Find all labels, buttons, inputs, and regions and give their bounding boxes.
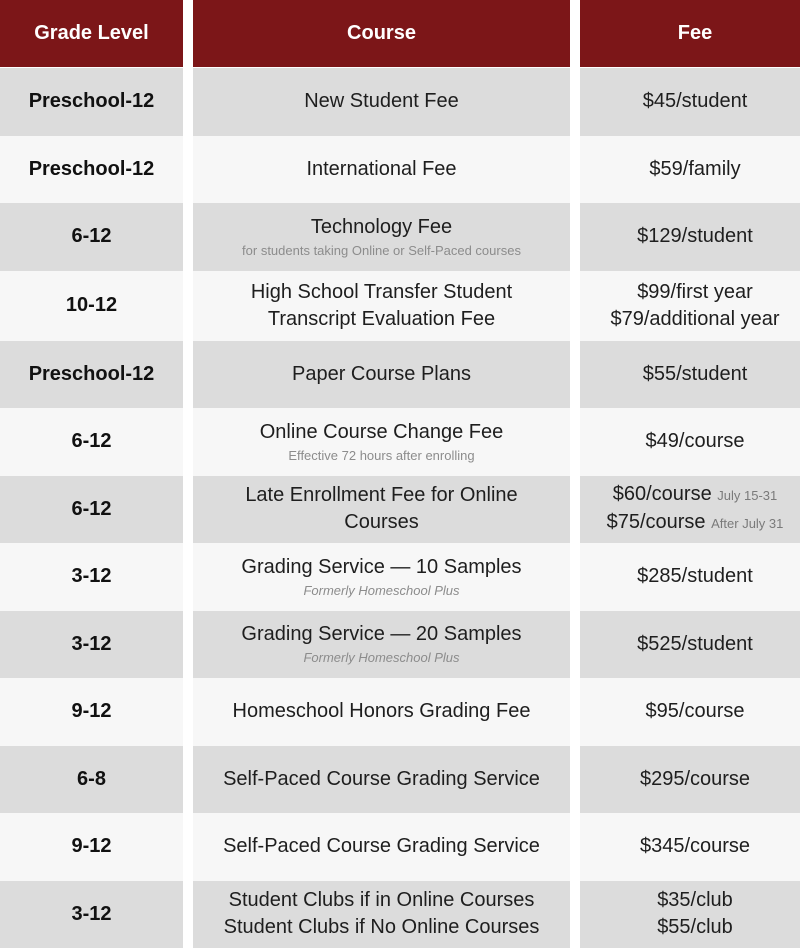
course-name: Courses xyxy=(344,511,419,534)
header-grade-level: Grade Level xyxy=(0,0,183,68)
fee-cell xyxy=(580,746,800,814)
grade-cell xyxy=(0,678,183,746)
fee-cell xyxy=(580,136,800,204)
grade-cell xyxy=(0,203,183,271)
fee-line xyxy=(610,306,779,333)
course-cell xyxy=(193,746,570,814)
fee-amount: $129/student xyxy=(637,225,753,248)
course-name: Self-Paced Course Grading Service xyxy=(223,835,540,858)
fee-line xyxy=(637,223,753,250)
fee-amount: $59/family xyxy=(649,157,741,180)
grade-level-text: 9-12 xyxy=(71,835,112,858)
fee-amount: $295/course xyxy=(639,767,751,790)
fee-amount: $99/first year xyxy=(637,280,753,303)
course-name: International Fee xyxy=(306,157,457,180)
fee-amount: $55/club xyxy=(657,916,733,939)
grade-cell xyxy=(0,408,183,476)
grade-level-text: 3-12 xyxy=(71,902,112,925)
fee-amount: $75/course xyxy=(606,511,706,534)
fee-cell xyxy=(580,68,800,136)
grade-cell xyxy=(0,271,183,341)
fee-amount: $95/course xyxy=(645,700,745,723)
course-cell xyxy=(193,678,570,746)
course-name: Homeschool Honors Grading Fee xyxy=(232,700,531,723)
fee-amount: $45/student xyxy=(642,90,748,113)
grade-level-text: 6-12 xyxy=(71,430,112,453)
fee-cell xyxy=(580,203,800,271)
fee-cell xyxy=(580,408,800,476)
fee-line xyxy=(643,88,748,115)
course-name: Grading Service — 20 Samples xyxy=(241,623,522,646)
course-name: Online Course Change Fee xyxy=(259,420,504,443)
grade-level-text: 3-12 xyxy=(71,632,112,655)
grade-cell xyxy=(0,746,183,814)
course-name: Student Clubs if No Online Courses xyxy=(223,916,540,939)
fee-line xyxy=(607,509,784,537)
fee-cell xyxy=(580,678,800,746)
course-name: Paper Course Plans xyxy=(292,362,471,385)
fee-amount: $525/student xyxy=(637,632,753,655)
grade-cell xyxy=(0,881,183,949)
fee-date-range: After July 31 xyxy=(711,516,784,532)
course-cell xyxy=(193,408,570,476)
fee-line xyxy=(657,887,733,914)
fee-amount: $79/additional year xyxy=(610,307,780,330)
grade-cell xyxy=(0,68,183,136)
grade-level-text: Preschool-12 xyxy=(28,157,155,180)
fee-amount: $285/student xyxy=(637,565,753,588)
fee-amount: $35/club xyxy=(657,889,733,912)
grade-cell xyxy=(0,136,183,204)
header-fee: Fee xyxy=(580,0,800,68)
fee-line xyxy=(640,766,750,793)
fee-line xyxy=(643,361,748,388)
fee-line xyxy=(613,481,778,509)
course-cell xyxy=(193,881,570,949)
fee-amount: $345/course xyxy=(639,835,751,858)
course-cell xyxy=(193,68,570,136)
fee-amount: $49/course xyxy=(645,430,745,453)
course-note: Formerly Homeschool Plus xyxy=(303,582,460,598)
fee-line xyxy=(657,914,733,941)
fee-cell xyxy=(580,881,800,949)
grade-level-text: 3-12 xyxy=(71,565,112,588)
grade-level-text: Preschool-12 xyxy=(28,90,155,113)
fee-cell xyxy=(580,611,800,679)
grade-cell xyxy=(0,543,183,611)
course-name: New Student Fee xyxy=(304,90,459,113)
course-name: Late Enrollment Fee for Online xyxy=(245,484,518,507)
grade-level-text: 6-12 xyxy=(71,497,112,520)
course-name: Student Clubs if in Online Courses xyxy=(228,889,535,912)
course-cell xyxy=(193,611,570,679)
grade-level-text: 6-12 xyxy=(71,225,112,248)
course-name: Technology Fee xyxy=(310,215,453,238)
course-name: High School Transfer Student xyxy=(250,280,513,303)
course-name: Transcript Evaluation Fee xyxy=(267,307,496,330)
course-name: Grading Service — 10 Samples xyxy=(241,555,522,578)
course-cell xyxy=(193,271,570,341)
course-note: for students taking Online or Self-Paced courses xyxy=(242,242,521,258)
course-name: Self-Paced Course Grading Service xyxy=(223,767,540,790)
course-cell xyxy=(193,341,570,409)
grade-cell xyxy=(0,341,183,409)
grade-cell xyxy=(0,813,183,881)
fee-cell xyxy=(580,476,800,544)
course-cell xyxy=(193,813,570,881)
fee-line xyxy=(637,631,753,658)
fee-cell xyxy=(580,341,800,409)
grade-cell xyxy=(0,611,183,679)
fee-line xyxy=(646,698,745,725)
fee-line xyxy=(637,279,753,306)
grade-level-text: Preschool-12 xyxy=(28,362,155,385)
course-note: Formerly Homeschool Plus xyxy=(303,650,460,666)
header-course: Course xyxy=(193,0,570,68)
fee-cell xyxy=(580,543,800,611)
fee-date-range: July 15-31 xyxy=(717,488,778,504)
fee-line xyxy=(637,563,753,590)
grade-level-text: 9-12 xyxy=(71,700,112,723)
fee-line xyxy=(649,156,740,183)
course-cell xyxy=(193,543,570,611)
grade-level-text: 10-12 xyxy=(65,294,118,316)
course-cell xyxy=(193,203,570,271)
course-cell xyxy=(193,136,570,204)
fee-line xyxy=(640,833,750,860)
fee-line xyxy=(646,428,745,455)
course-note: Effective 72 hours after enrolling xyxy=(288,447,475,463)
fee-cell xyxy=(580,813,800,881)
grade-cell xyxy=(0,476,183,544)
grade-level-text: 6-8 xyxy=(77,767,106,790)
fee-amount: $60/course xyxy=(612,483,712,506)
fee-cell xyxy=(580,271,800,341)
fee-amount: $55/student xyxy=(642,362,748,385)
course-cell xyxy=(193,476,570,544)
